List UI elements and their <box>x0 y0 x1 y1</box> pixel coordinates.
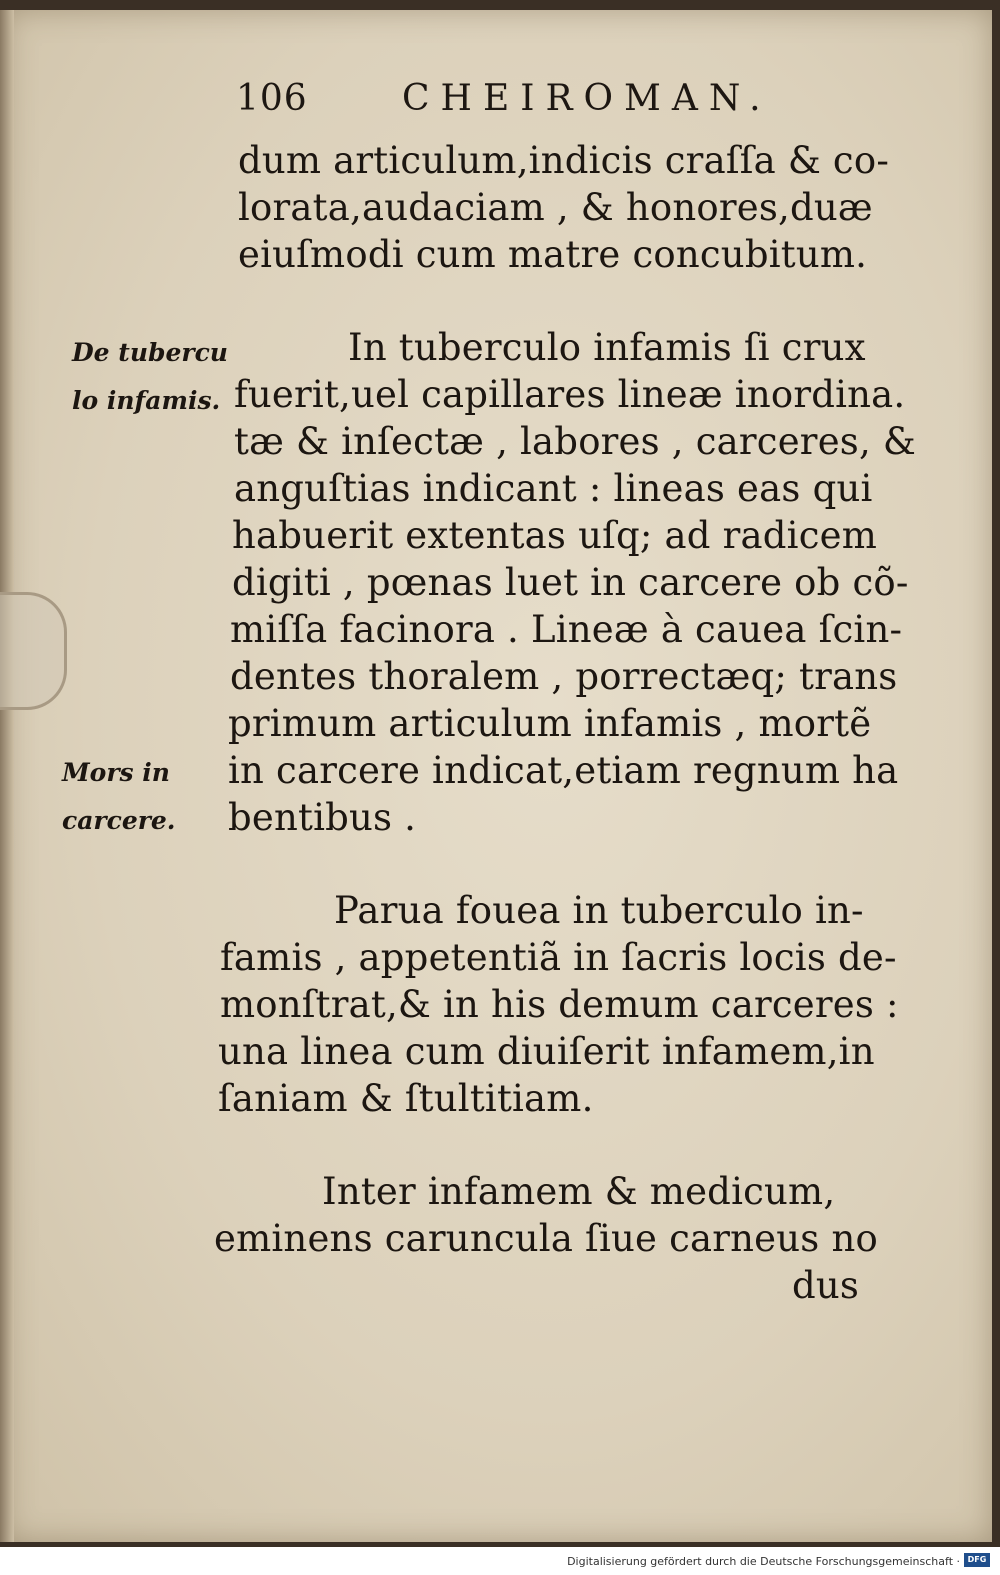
text-line: dentes thoralem , porrectæq; trans <box>230 655 898 698</box>
text-line: In tuberculo infamis ſi crux <box>348 326 866 369</box>
text-line: monſtrat,& in his demum carceres : <box>220 983 899 1026</box>
text-line: lorata,audaciam , & honores,duæ <box>238 186 873 229</box>
footer-credit: Digitalisierung gefördert durch die Deutsche Forschungsgemeinschaft · <box>567 1555 960 1568</box>
marginal-note: Mors in <box>62 758 170 787</box>
text-line: primum articulum infamis , mortẽ <box>228 702 872 745</box>
text-line: bentibus . <box>228 796 417 839</box>
marginal-note: carcere. <box>62 806 176 835</box>
text-line: dum articulum,indicis craſſa & co- <box>238 139 890 182</box>
catchword: dus <box>792 1264 860 1307</box>
text-line: ſaniam & ſtultitiam. <box>218 1077 594 1120</box>
digitization-footer <box>0 1547 1000 1575</box>
text-line: in carcere indicat,etiam regnum ha <box>228 749 899 792</box>
text-line: fuerit,uel capillares lineæ inordina. <box>234 373 906 416</box>
text-line: una linea cum diuiſerit infamem,in <box>218 1030 875 1073</box>
marginal-note: lo infamis. <box>72 386 221 415</box>
text-line: eiuſmodi cum matre concubitum. <box>238 233 868 276</box>
text-line: Parua fouea in tuberculo in- <box>334 889 864 932</box>
text-line: tæ & inſectæ , labores , carceres, & <box>234 420 917 463</box>
text-line: miſſa facinora . Lineæ à cauea ſcin- <box>230 608 903 651</box>
running-head: CHEIROMAN. <box>402 78 772 119</box>
text-line: Inter infamem & medicum, <box>322 1170 836 1213</box>
marginal-note: De tubercu <box>72 338 228 367</box>
page-number: 106 <box>236 78 308 119</box>
text-line: anguſtias indicant : lineas eas qui <box>234 467 873 510</box>
text-line: digiti , pœnas luet in carcere ob cõ- <box>232 561 909 604</box>
text-line: habuerit extentas uſq; ad radicem <box>232 514 877 557</box>
page-header <box>0 78 1000 128</box>
text-line: eminens caruncula ſiue carneus no <box>214 1217 878 1260</box>
book-clasp <box>0 592 67 710</box>
page-edge <box>0 10 14 1542</box>
dfg-logo-icon: DFG <box>964 1553 990 1567</box>
text-line: famis , appetentiã in ſacris locis de- <box>220 936 897 979</box>
